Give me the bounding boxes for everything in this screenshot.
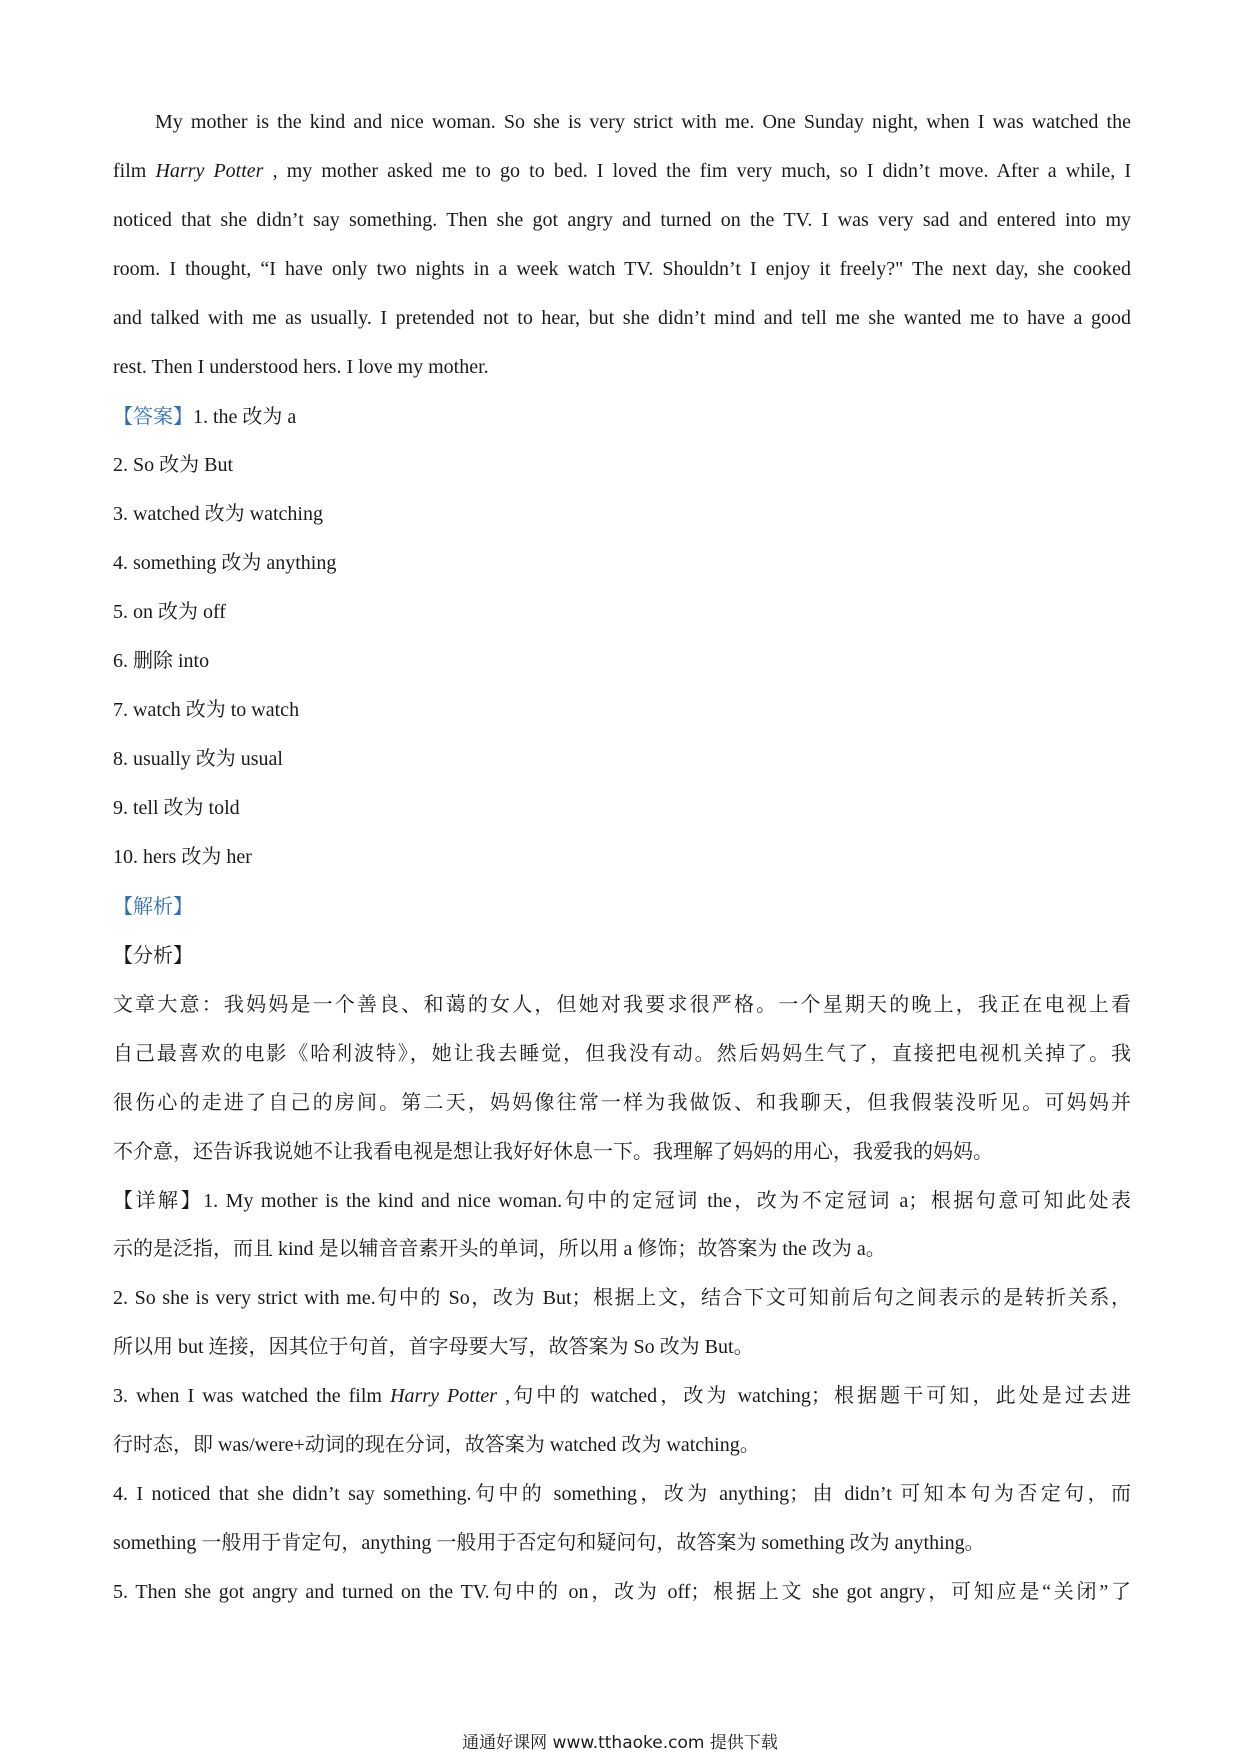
detail-line: 5. Then she got angry and turned on the TV.句中的 on，改为 off；根据上文 she got angry，可知应是“关闭”了 [113,1581,1131,1603]
answer-item: 8. usually 改为 usual [113,748,283,770]
passage-line: noticed that she didn’t say something. Then she got angry and turned on the TV. I was very sad and entered into my [113,209,1131,231]
passage-line: and talked with me as usually. I pretended not to hear, but she didn’t mind and tell me she wanted me to have a good [113,307,1131,329]
detail-tag: 【详解】 [113,1188,204,1212]
answer-item: 2. So 改为 But [113,454,234,476]
summary-line: 文章大意：我妈妈是一个善良、和蔼的女人，但她对我要求很严格。一个星期天的晚上，我正在电视上看 [113,992,1131,1016]
detail-line: 行时态，即 was/were+动词的现在分词，故答案为 watched 改为 watching。 [113,1434,760,1456]
document-content [113,98,1131,1617]
analysis-sub-tag: 【分析】 [113,943,193,967]
answer-item [113,392,1131,441]
passage-text: film [113,160,156,182]
passage-line: My mother is the kind and nice woman. So she is very strict with me. One Sunday night, when I was watched the [155,111,1131,133]
detail-text: 3. when I was watched the film [113,1385,391,1407]
answer-item: 10. hers 改为 her [113,846,252,868]
detail-text: ,句中的 watched，改为 watching；根据题干可知，此处是过去进 [497,1385,1131,1407]
passage-line: room. I thought, “I have only two nights in a week watch TV. Shouldn’t I enjoy it freely?" The next day, she cooked [113,258,1131,280]
detail-text: 1. My mother is the kind and nice woman.句中的定冠词 the，改为不定冠词 a；根据句意可知此处表 [203,1190,1132,1212]
summary-line: 自己最喜欢的电影《哈利波特》，她让我去睡觉，但我没有动。然后妈妈生气了，直接把电视机关掉了。我 [113,1041,1131,1065]
film-title: Harry Potter [390,1385,498,1407]
answer-text: 1. the 改为 a [193,406,297,428]
detail-line: 示的是泛指，而且 kind 是以辅音音素开头的单词，所以用 a 修饰；故答案为 the 改为 a。 [113,1238,886,1260]
analysis-tag: 【解析】 [113,894,193,918]
passage-line: rest. Then I understood hers. I love my mother. [113,356,489,378]
answer-item: 9. tell 改为 told [113,797,240,819]
passage-line [113,147,1131,196]
answer-item: 6. 删除 into [113,650,210,672]
detail-line: 2. So she is very strict with me.句中的 So，改为 But；根据上文，结合下文可知前后句之间表示的是转折关系， [113,1287,1131,1309]
summary-line: 不介意，还告诉我说她不让我看电视是想让我好好休息一下。我理解了妈妈的用心，我爱我的妈妈。 [113,1139,993,1163]
detail-line: 4. I noticed that she didn’t say something.句中的 something，改为 anything；由 didn’t 可知本句为否定句，而 [113,1483,1131,1505]
passage [113,98,1131,392]
film-title: Harry Potter [155,160,264,182]
detail-line [113,1176,1131,1225]
summary-line: 很伤心的走进了自己的房间。第二天，妈妈像往常一样为我做饭、和我聊天，但我假装没听见。可妈妈并 [113,1090,1131,1114]
answer-item: 3. watched 改为 watching [113,503,323,525]
answer-item: 7. watch 改为 to watch [113,699,300,721]
page-footer: 通通好课网 www.tthaoke.com 提供下载 [462,1733,778,1753]
answer-item: 5. on 改为 off [113,601,226,623]
detail-line [113,1372,1131,1421]
answer-tag: 【答案】 [113,404,193,428]
answer-item: 4. something 改为 anything [113,552,337,574]
detail-line: something 一般用于肯定句，anything 一般用于否定句和疑问句，故答案为 something 改为 anything。 [113,1532,985,1554]
passage-text: , my mother asked me to go to bed. I loved the fim very much, so I didn’t move. After a while, I [263,160,1131,182]
detail-line: 所以用 but 连接，因其位于句首，首字母要大写，故答案为 So 改为 But。 [113,1336,754,1358]
